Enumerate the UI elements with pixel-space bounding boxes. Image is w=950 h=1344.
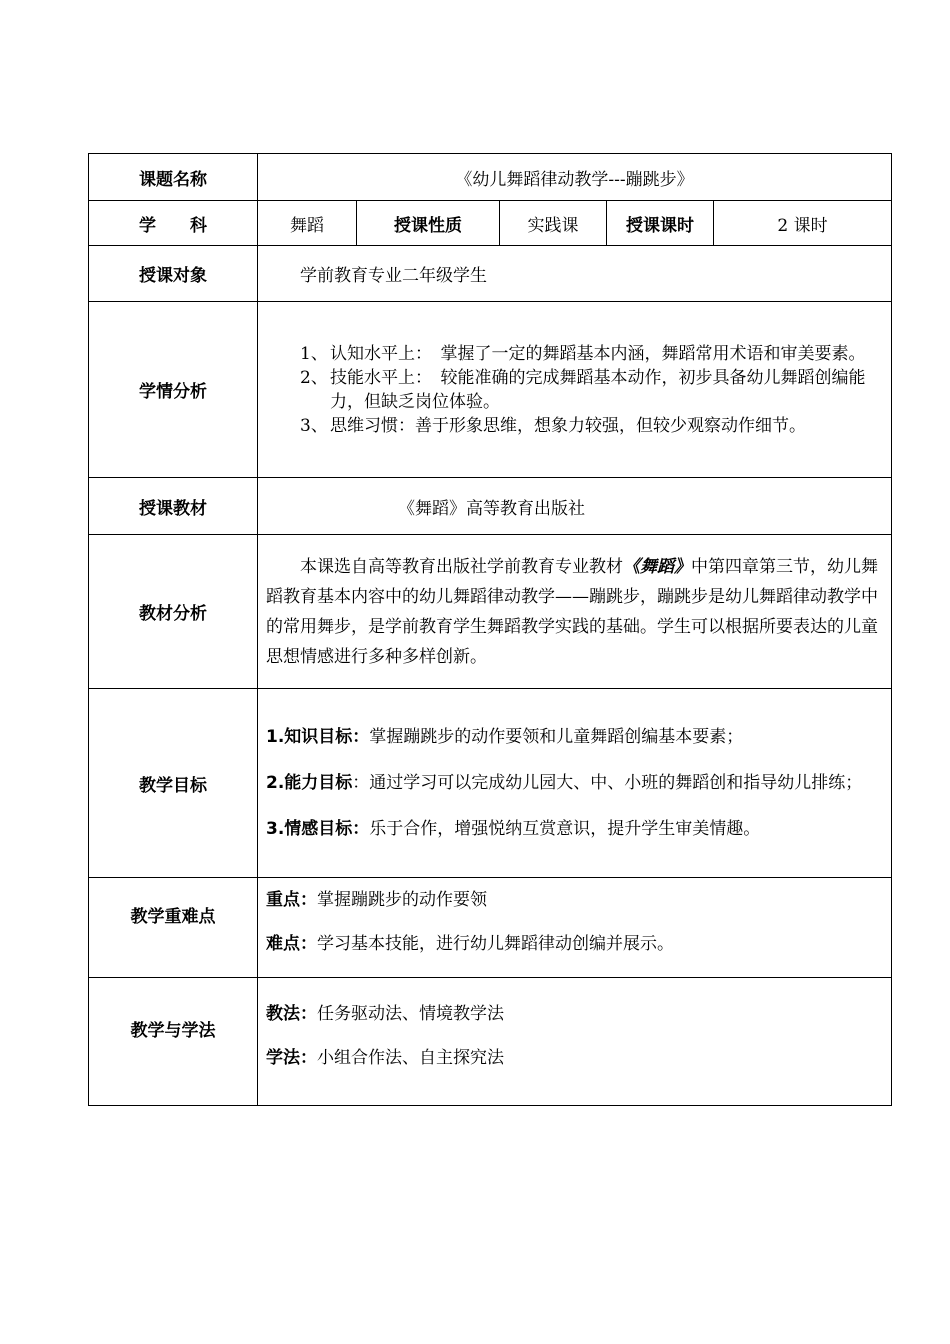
list-item — [300, 366, 881, 414]
table-row — [89, 302, 892, 478]
objective-emotion — [258, 817, 891, 841]
list-item-number: 3、 — [300, 415, 328, 436]
list-item-number: 1、 — [300, 343, 328, 364]
table-row — [89, 689, 892, 878]
lesson-plan-table — [88, 153, 892, 1106]
table-row — [89, 201, 892, 246]
difficulty-text: 学习基本技能，进行幼儿舞蹈律动创编并展示。 — [317, 934, 674, 954]
focus-point — [258, 888, 891, 912]
nature-label: 授课性质 — [357, 201, 500, 246]
learner-analysis-list — [258, 342, 891, 438]
objective-ability — [258, 771, 891, 795]
objective-separator: ： — [352, 773, 370, 793]
focus-key: 重点： — [266, 890, 317, 910]
teaching-key: 教法： — [266, 1004, 317, 1024]
table-row — [89, 535, 892, 689]
nature-value: 实践课 — [500, 201, 607, 246]
difficulty-point — [258, 932, 891, 956]
spacer — [258, 795, 891, 817]
table-row — [89, 478, 892, 535]
objective-knowledge — [258, 725, 891, 749]
objective-key: 2.能力目标 — [266, 773, 353, 793]
objectives-cell — [258, 689, 892, 878]
list-item-text: 思维习惯：善于形象思维，想象力较强，但较少观察动作细节。 — [330, 415, 806, 436]
textbook-label: 授课教材 — [89, 478, 258, 535]
teaching-text: 任务驱动法、情境教学法 — [317, 1004, 504, 1024]
objective-key: 3.情感目标： — [266, 819, 370, 839]
spacer — [258, 912, 891, 932]
list-item — [300, 342, 881, 366]
hours-label: 授课课时 — [607, 201, 714, 246]
methods-label: 教学与学法 — [89, 978, 258, 1106]
course-title-value: 《幼儿舞蹈律动教学---蹦跳步》 — [258, 154, 892, 201]
audience-label: 授课对象 — [89, 246, 258, 302]
hours-value: 2 课时 — [714, 201, 892, 246]
textbook-analysis-paragraph — [258, 552, 891, 672]
textbook-analysis-label: 教材分析 — [89, 535, 258, 689]
objective-key: 1.知识目标： — [266, 727, 370, 747]
objectives-label: 教学目标 — [89, 689, 258, 878]
objective-text: 通过学习可以完成幼儿园大、中、小班的舞蹈创和指导幼儿排练； — [369, 773, 863, 793]
list-item-number: 2、 — [300, 367, 328, 388]
list-item — [300, 414, 881, 438]
learner-analysis-cell — [258, 302, 892, 478]
spacer — [258, 1026, 891, 1046]
textbook-value: 《舞蹈》高等教育出版社 — [258, 478, 892, 535]
learning-text: 小组合作法、自主探究法 — [317, 1048, 504, 1068]
analysis-text-rest: 中第四章第三节，幼儿舞蹈教育基本内容中的幼儿舞蹈律动教学——蹦跳步，蹦跳步是幼儿舞蹈律动教学中的常用舞步，是学前教育学生舞蹈教学实践的基础。学生可以根据所要表达的儿童思想情感进行多种多样创新。 — [266, 556, 878, 667]
table-row — [89, 978, 892, 1106]
subject-value: 舞蹈 — [258, 201, 357, 246]
textbook-analysis-cell — [258, 535, 892, 689]
course-title-label: 课题名称 — [89, 154, 258, 201]
teaching-method — [258, 1002, 891, 1026]
learner-analysis-label: 学情分析 — [89, 302, 258, 478]
table-row — [89, 246, 892, 302]
table-row — [89, 154, 892, 201]
methods-cell — [258, 978, 892, 1106]
learning-key: 学法： — [266, 1048, 317, 1068]
key-points-label: 教学重难点 — [89, 878, 258, 978]
objective-text: 乐于合作，增强悦纳互赏意识，提升学生审美情趣。 — [369, 819, 761, 839]
lesson-plan-sheet — [88, 153, 891, 1106]
table-row — [89, 878, 892, 978]
focus-text: 掌握蹦跳步的动作要领 — [317, 890, 487, 910]
learning-method — [258, 1046, 891, 1070]
subject-label: 学 科 — [89, 201, 258, 246]
list-item-text: 技能水平上： 较能准确的完成舞蹈基本动作，初步具备幼儿舞蹈创编能力，但缺乏岗位体验。 — [330, 367, 866, 412]
list-item-text: 认知水平上： 掌握了一定的舞蹈基本内涵，舞蹈常用术语和审美要素。 — [330, 343, 866, 364]
analysis-text-start: 本课选自高等教育出版社学前教育专业教材 — [300, 556, 623, 577]
textbook-emphasis: 《舞蹈》 — [623, 556, 691, 577]
difficulty-key: 难点： — [266, 934, 317, 954]
objective-text: 掌握蹦跳步的动作要领和儿童舞蹈创编基本要素； — [369, 727, 744, 747]
spacer — [258, 749, 891, 771]
key-points-cell — [258, 878, 892, 978]
audience-value: 学前教育专业二年级学生 — [258, 246, 892, 302]
